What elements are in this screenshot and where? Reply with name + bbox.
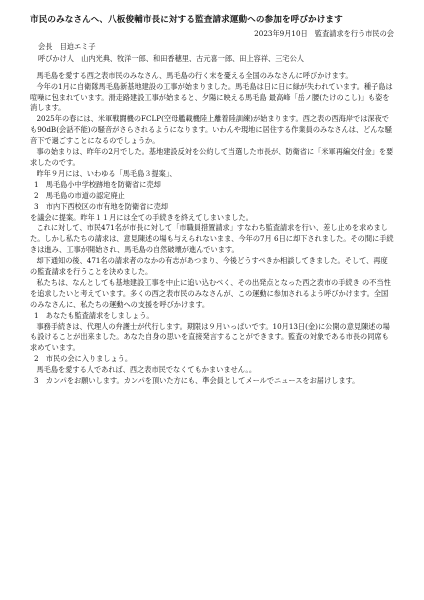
page-title: 市民のみなさんへ、八板俊輔市長に対する監査請求運動への参加を呼びかけます [30, 15, 343, 25]
paragraph: 馬毛島を愛する西之表市民のみなさん、馬毛島の行く末を憂える全国のみなさんに呼びかけます。 [36, 70, 353, 80]
action-body: 事務手続きは、代理人の弁護士が代行します。期限は９月いっぱいです。10月13日(金)に公開の意見陳述の場も設けることが出来ました。あなた自身の思いを直接発言することができます。監査の対象である市長の同席も求めています。 [30, 321, 390, 353]
paragraph: 昨年９月には、いわゆる「馬毛島３提案」、 [36, 168, 177, 178]
body-section-1 [30, 71, 394, 387]
organizers [30, 42, 394, 65]
proposal-item: 1 馬毛島小中学校跡地を防衛省に売却 [34, 179, 161, 189]
callers-line: 呼びかけ人 山内光典、牧洋一郎、和田香穂里、古元喜一郎、田上容祥、三宅公人 [38, 53, 304, 63]
proposal-item: 3 市内下西校区の市有地を防衛省に売却 [34, 201, 168, 211]
paragraph: 2025年の春には、米軍戦闘機のFCLP(空母艦載機陸上離着陸訓練)が始まります。西之表の西海岸では深夜でも90dB(会話不能)の騒音がさらされるようになります。いわんや現地に居住する作業員のみなさんは、どんな騒音下で過ごすことになるのでしょうか。 [30, 114, 392, 146]
paragraph: 今年の1月に自衛隊馬毛島新基地建設の工事が始まりました。馬毛島は日に日に緑が失われています。種子島は喧噪に包まれています。滑走路建設工事が始まると、夕陽に映える馬毛島 最高峰「岳ノ腰(たけのこし)」も姿を消します。 [30, 81, 393, 113]
action-heading: 3 カンパをお願いします。カンパを頂いた方にも、準会員としてメールでニュースをお届けします。 [34, 376, 360, 386]
date-line: 2023年9月10日 監査請求を行う市民の会 [254, 29, 394, 38]
paragraph: 却下通知の後、471名の請求者のなかの有志があつまり、今後どうすべきか相談してきました。そして、再度の監査請求を行うことを決めました。 [30, 256, 388, 277]
action-heading: 1 あなたも監査請求をしましょう。 [34, 310, 154, 320]
paragraph: 事の始まりは、昨年の2月でした。基地建設反対を公約して当選した市長が、防衛省に「米軍再編交付金」を要求したのです。 [30, 147, 394, 167]
paragraph: 私たちは、なんとしても基地建設工事を中止に追い込むべく、その出発点となった西之表市の手続き の不当性を追求したいと考えています。多くの西之表市民のみなさんが、この運動に参加されるよう呼びかけます。全国のみなさんに、私たちの運動への支援を呼びかけます。 [30, 277, 391, 309]
chair-line: 会長 目迫エミ子 [38, 41, 96, 51]
action-body: 馬毛島を愛する人であれば、西之表市民でなくてもかまいません。。 [36, 365, 257, 375]
paragraph: を議会に提案。昨年１１月には全ての手続きを終えてしまいました。 [30, 212, 253, 222]
proposal-item: 2 馬毛島の市道の認定廃止 [34, 190, 125, 200]
action-heading: 2 市民の会に入りましょう。 [34, 354, 133, 364]
paragraph: これに対して、市民471名が市長に対して「市職員措置請求」すなわち監査請求を行い、差し止めを求めました。しかし私たちの請求は、意見陳述の場も与えられないまま、今年の7月 6日に却下されました。その間に手続きは進み、工事が開始され、馬毛島の自然破壊が進んでいます。 [30, 223, 394, 255]
